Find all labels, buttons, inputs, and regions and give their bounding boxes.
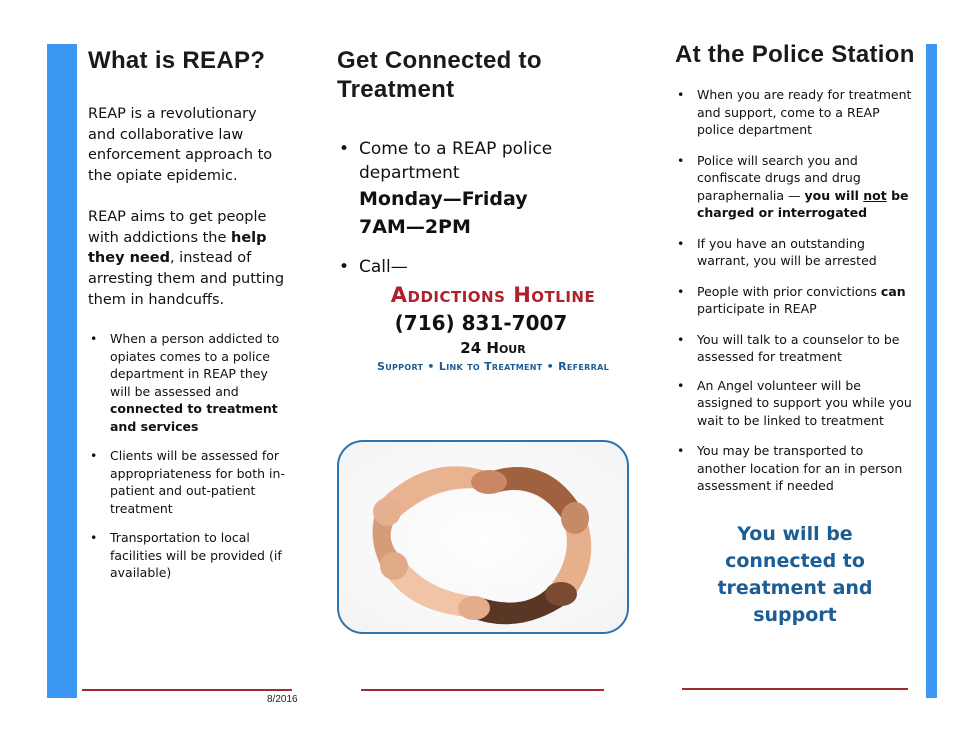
list-item [88, 447, 288, 517]
list-item-bold: you will [804, 187, 864, 203]
list-item [675, 152, 915, 222]
list-item-text: Transportation to local facilities will be provided (if available) [110, 530, 282, 581]
list-item-bold: can [880, 283, 906, 299]
hotline-services: Support • Link to Treatment • Referral [377, 360, 609, 373]
visit-days: Monday—Friday [359, 188, 528, 210]
list-item-text: When a person addicted to opiates comes to a police department in REAP they will be assessed and [110, 331, 280, 399]
col2-heading: Get Connected to Treatment [337, 47, 542, 103]
footer-date: 8/2016 [267, 694, 298, 705]
list-item-text: Police will search you and confiscate drugs and drug paraphernalia — [697, 152, 861, 203]
list-item [675, 331, 915, 366]
column-what-is-reap [88, 46, 288, 594]
list-item-text: If you have an outstanding warrant, you will be arrested [697, 235, 877, 268]
list-item-text: People with prior convictions [697, 283, 881, 299]
list-item [675, 86, 915, 139]
column-police-station [675, 40, 915, 629]
list-item [88, 330, 288, 435]
hotline-hours: 24 Hour [460, 339, 526, 357]
col1-aim-text-bold: help they need [88, 229, 267, 267]
visit-hours: 7AM—2PM [359, 216, 471, 238]
list-item-bold: be charged or interrogated [697, 187, 909, 220]
col1-aim-text-post: , instead of arresting them and putting them in handcuffs. [88, 250, 285, 308]
col1-aim-text-pre: REAP aims to get people with addictions the [88, 208, 267, 246]
col1-bullet-list [88, 330, 288, 582]
list-item-text: participate in REAP [697, 301, 817, 316]
col1-heading: What is REAP? [88, 47, 266, 74]
list-item-bold: connected to treatment and services [110, 401, 278, 434]
list-item [337, 255, 627, 279]
col2-divider-rule [361, 689, 604, 691]
list-item-text: Clients will be assessed for appropriateness for both in-patient and out-patient treatment [110, 448, 285, 516]
linked-hands-photo [337, 440, 629, 634]
hotline-label: Addictions Hotline [390, 283, 596, 307]
list-item-bold-underline: not [863, 187, 887, 203]
list-item [675, 377, 915, 430]
list-item [88, 529, 288, 582]
call-text: Call— [359, 257, 408, 277]
linked-hands-illustration [339, 442, 627, 632]
col3-bullet-list [675, 86, 915, 495]
list-item [675, 283, 915, 318]
col1-aim-paragraph [88, 207, 288, 311]
col1-intro-paragraph: REAP is a revolutionary and collaborative law enforcement approach to the opiate epidemic. [88, 106, 273, 185]
right-accent-bar [926, 44, 937, 698]
col3-divider-rule [682, 688, 908, 690]
visit-text: Come to a REAP police department [359, 139, 553, 183]
list-item-text: An Angel volunteer will be assigned to support you while you wait to be linked to treatment [697, 377, 912, 428]
closing-statement: You will be connected to treatment and support [717, 522, 873, 626]
list-item [337, 137, 627, 241]
col3-heading: At the Police Station [675, 41, 915, 68]
column-get-connected [337, 46, 627, 375]
list-item [675, 235, 915, 270]
hotline-block [359, 281, 627, 375]
col1-divider-rule [82, 689, 292, 691]
col2-bullet-list [337, 137, 627, 279]
list-item [675, 442, 915, 495]
hotline-phone[interactable]: (716) 831-7007 [394, 311, 568, 335]
list-item-text: You may be transported to another location for an in person assessment if needed [697, 443, 903, 493]
list-item-text: You will talk to a counselor to be assessed for treatment [697, 331, 900, 364]
list-item-text: When you are ready for treatment and support, come to a REAP police department [697, 87, 912, 137]
left-accent-bar [47, 44, 77, 698]
